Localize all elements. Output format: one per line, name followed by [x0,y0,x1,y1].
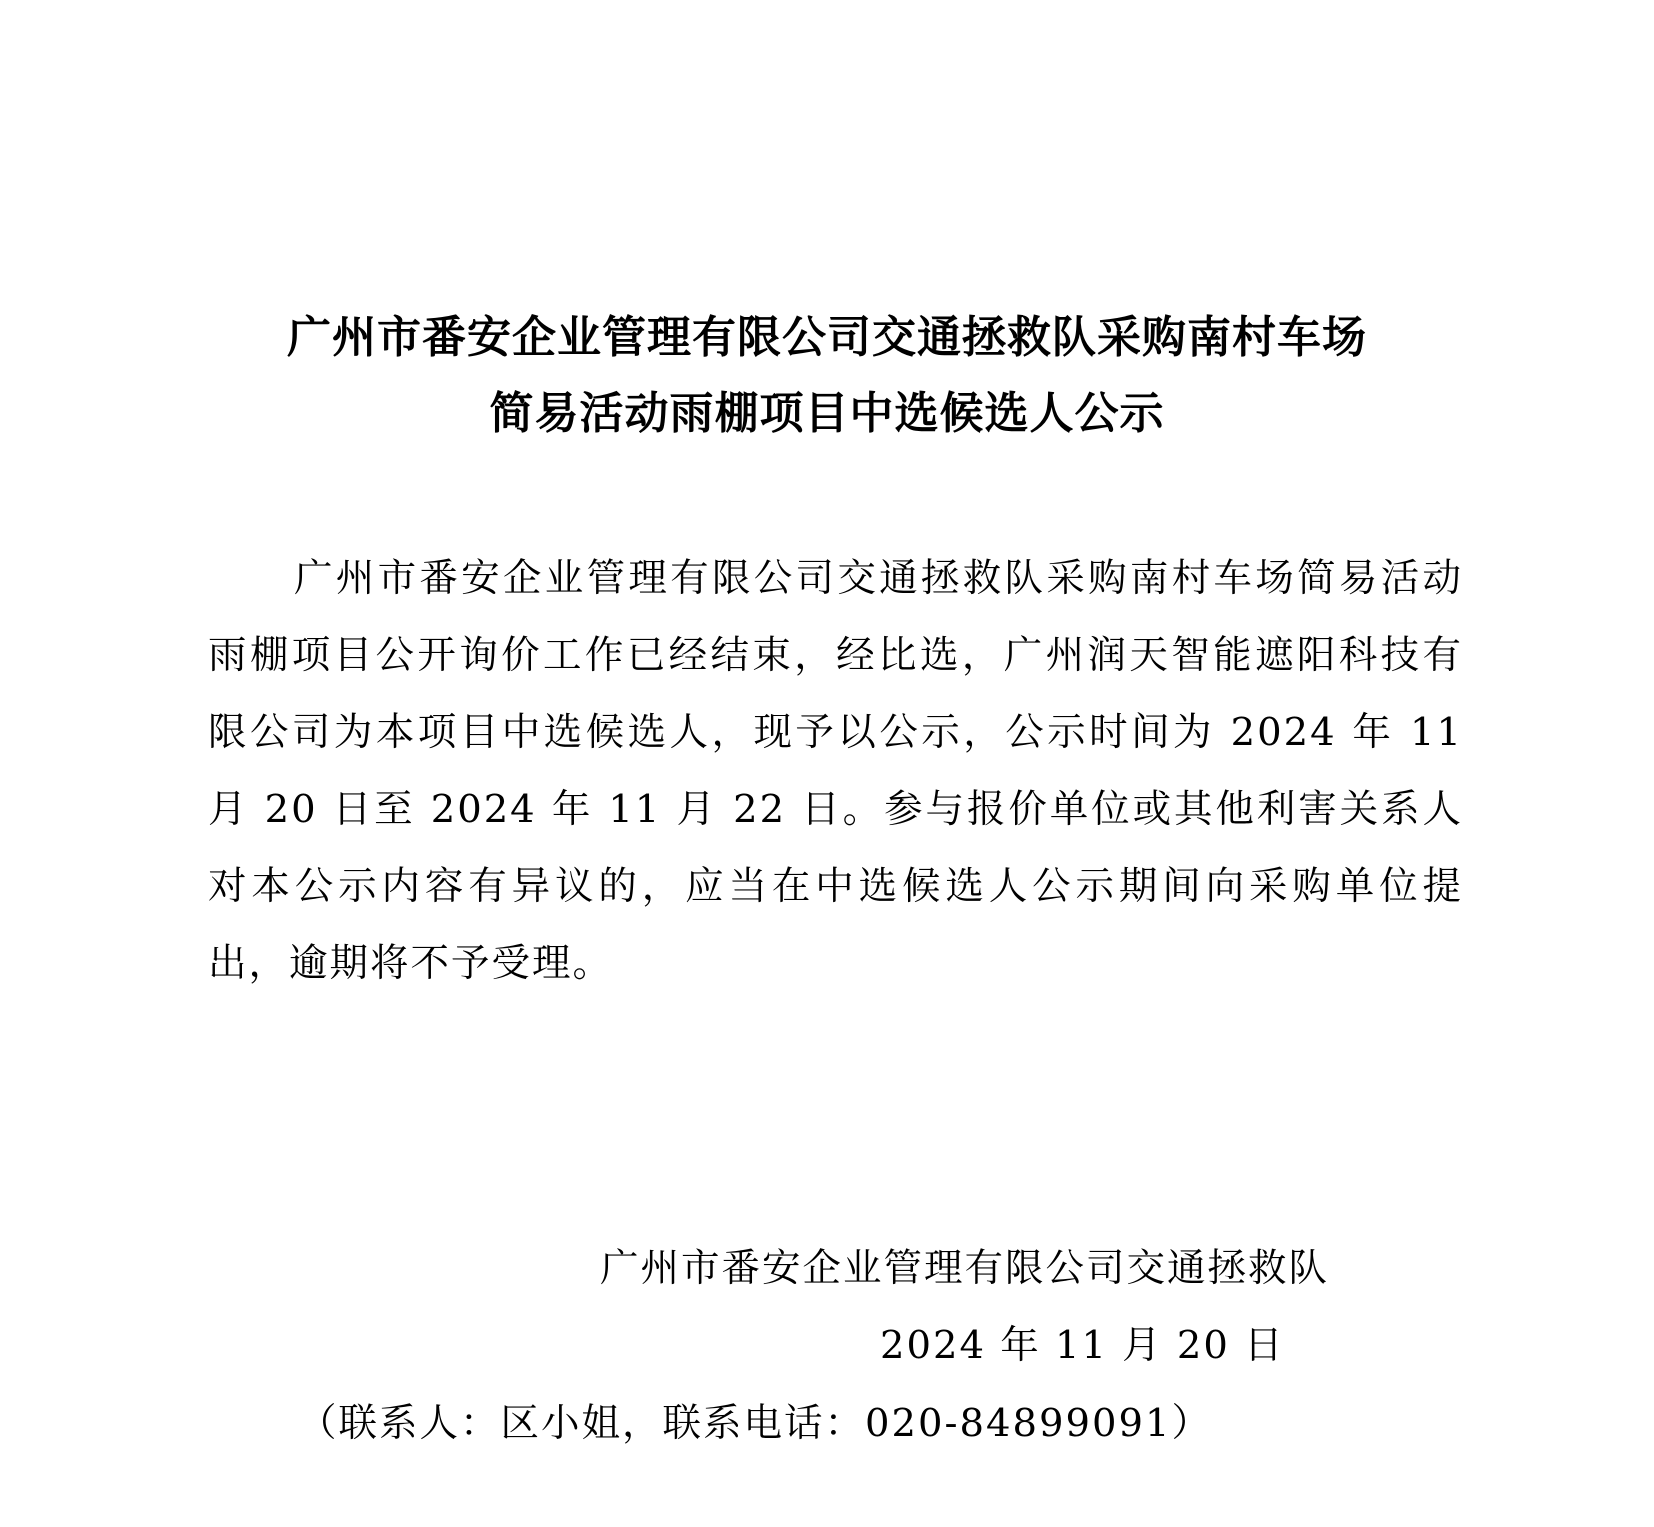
document-title-line-2: 简易活动雨棚项目中选候选人公示 [489,388,1165,439]
signature-organization: 广州市番安企业管理有限公司交通拯救队 [600,1246,1330,1291]
contact-info: （联系人：区小姐，联系电话：020-84899091） [298,1401,1212,1446]
body-paragraph: 广州市番安企业管理有限公司交通拯救队采购南村车场简易活动雨棚项目公开询价工作已经结束，经比选，广州润天智能遮阳科技有限公司为本项目中选候选人，现予以公示，公示时间为 2024 年 11 月 20 日至 2024 年 11 月 22 日。参与报价单位或其他利害关系人对本公示内容有异议的，应当在中选候选人公示期间向采购单位提出，逾期将不予受理。 [208,556,1463,986]
signature-date: 2024 年 11 月 20 日 [880,1323,1285,1368]
document-title-line-1: 广州市番安企业管理有限公司交通拯救队采购南村车场 [287,312,1367,363]
